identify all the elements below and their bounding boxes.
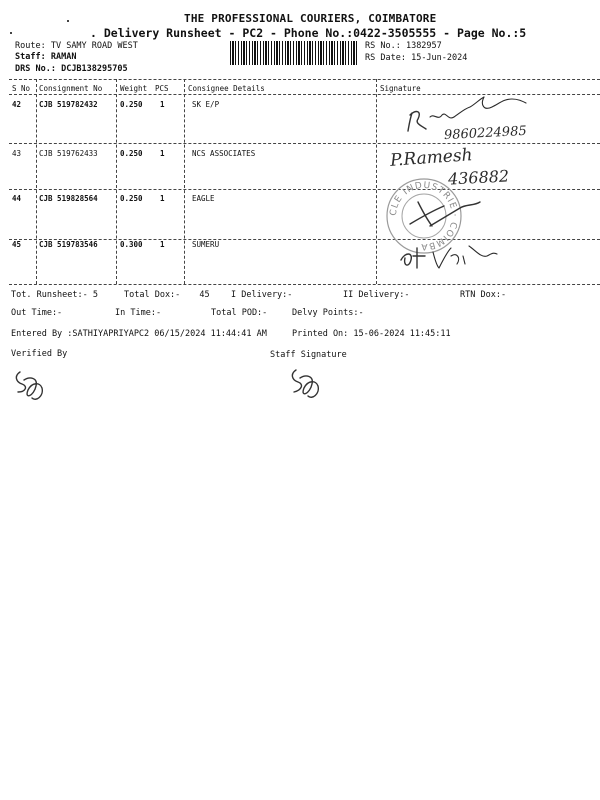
row-rule [9, 189, 600, 190]
staff-value: RAMAN [50, 52, 77, 62]
row-consignment: CJB 519782432 [39, 100, 98, 109]
row-weight: 0.250 [120, 194, 143, 203]
col-divider [184, 79, 185, 284]
rs-no-label: RS No.: [365, 41, 401, 51]
rs-date-value: 15-Jun-2024 [411, 53, 468, 63]
header-signature: Signature [380, 84, 421, 93]
col-divider [376, 79, 377, 284]
col-divider [36, 79, 37, 284]
rs-no-value: 1382957 [405, 41, 442, 51]
scan-dot [10, 32, 12, 34]
scan-dot [67, 20, 69, 22]
rs-date-line [365, 53, 467, 63]
table-bottom-rule [9, 284, 600, 285]
row-consignee: EAGLE [192, 194, 215, 203]
row-consignee: SUMERU [192, 240, 220, 249]
barcode [230, 41, 358, 65]
staff-line [15, 52, 76, 62]
route-value: TV SAMY ROAD WEST [50, 41, 138, 51]
row-sno: 42 [12, 100, 22, 109]
row-pcs: 1 [160, 149, 165, 158]
row-sno: 44 [12, 194, 22, 203]
rs-no-line [365, 41, 442, 51]
i-delivery: I Delivery:- [231, 290, 293, 300]
header-pcs: PCS [155, 84, 169, 93]
staff-signature-label: Staff Signature [270, 350, 347, 360]
route-line [15, 41, 138, 51]
row-pcs: 1 [160, 194, 165, 203]
row-rule [9, 143, 600, 144]
stamp-text: CLE INDUSTRIE · COIMBA [388, 180, 460, 252]
title-bullet: . [90, 26, 97, 40]
header-sno: S No [12, 84, 31, 93]
signature-row-45 [395, 238, 505, 274]
rtn-dox: RTN Dox:- [460, 290, 507, 300]
row-pcs: 1 [160, 240, 165, 249]
in-time: In Time:- [115, 308, 162, 318]
verified-by-label: Verified By [11, 349, 68, 359]
drs-label: DRS No.: [15, 64, 56, 74]
col-divider [116, 79, 117, 284]
total-dox-label: Total Dox:- [124, 290, 181, 300]
staff-signature-scribble [284, 366, 324, 402]
row-weight: 0.300 [120, 240, 143, 249]
drs-value: DCJB138295705 [61, 64, 128, 74]
header-weight: Weight [120, 84, 148, 93]
runsheet-title-text: Delivery Runsheet - PC2 - Phone No.:0422-3505555 - Page No.:5 [103, 26, 527, 40]
drs-line [15, 64, 128, 74]
header-consignee: Consignee Details [188, 84, 265, 93]
total-pod: Total POD:- [211, 308, 268, 318]
company-title: THE PROFESSIONAL COURIERS, COIMBATORE [184, 12, 437, 25]
printed-on: Printed On: 15-06-2024 11:45:11 [292, 329, 451, 339]
row-consignment: CJB 519783546 [39, 240, 98, 249]
delvy-points: Delvy Points:- [292, 308, 364, 318]
entered-by: Entered By :SATHIYAPRIYAPC2 06/15/2024 11:44:41 AM [11, 329, 267, 339]
row-weight: 0.250 [120, 100, 143, 109]
verified-by-signature [10, 368, 50, 404]
row-weight: 0.250 [120, 149, 143, 158]
row-consignment: CJB 519762433 [39, 149, 98, 158]
row-sno: 45 [12, 240, 22, 249]
route-label: Route: [15, 41, 46, 51]
handwritten-phone-43: 436882 [447, 166, 510, 189]
row-consignment: CJB 519828564 [39, 194, 98, 203]
row-pcs: 1 [160, 100, 165, 109]
signature-row-44 [400, 196, 500, 236]
out-time: Out Time:- [11, 308, 63, 318]
runsheet-title [90, 26, 526, 40]
row-consignee: NCS ASSOCIATES [192, 149, 256, 158]
header-consignment: Consignment No [39, 84, 103, 93]
row-consignee: SK E/P [192, 100, 220, 109]
rs-date-label: RS Date: [365, 53, 406, 63]
table-top-rule [9, 79, 600, 80]
row-sno: 43 [12, 149, 22, 158]
ii-delivery: II Delivery:- [343, 290, 410, 300]
tot-runsheet: Tot. Runsheet:- 5 [11, 290, 98, 300]
handwritten-name-43: P.Ramesh [389, 145, 474, 171]
handwritten-phone-42: 9860224985 [443, 123, 528, 144]
total-dox [124, 290, 210, 300]
staff-label: Staff: [15, 52, 46, 62]
total-dox-value: 45 [199, 290, 210, 300]
